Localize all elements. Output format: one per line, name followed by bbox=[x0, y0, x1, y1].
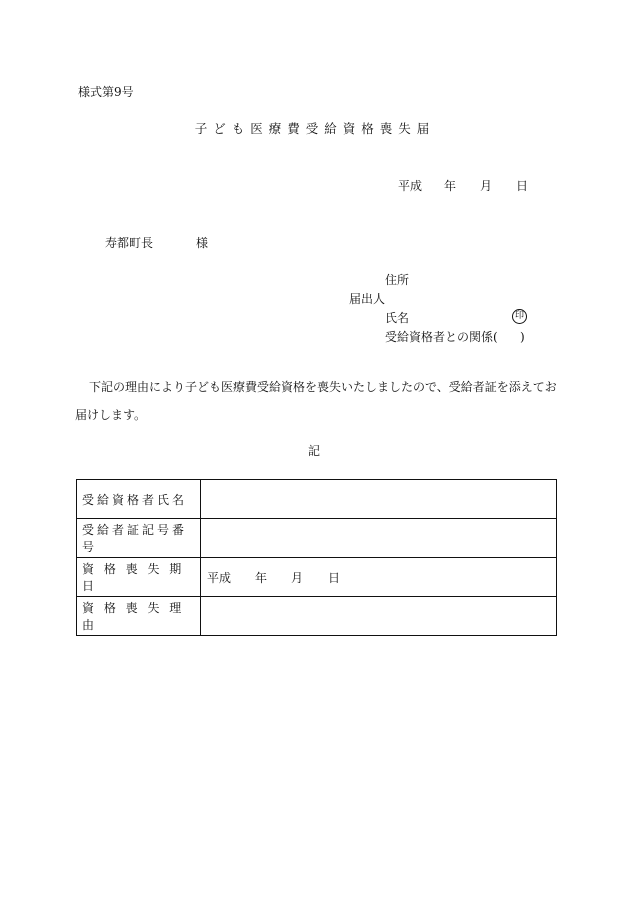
document-title: 子ども医療費受給資格喪失届 bbox=[194, 121, 436, 136]
name-label: 氏名 bbox=[385, 311, 410, 325]
body-line-2: 届けします。 bbox=[75, 408, 147, 422]
date-era: 平成 bbox=[398, 179, 423, 193]
row-label: 受給者証記号番号 bbox=[77, 519, 201, 558]
loss-date-field[interactable] bbox=[201, 558, 557, 597]
body-line-1: 下記の理由により子ども医療費受給資格を喪失いたしましたので、受給者証を添えてお bbox=[89, 380, 557, 394]
table-row bbox=[77, 597, 557, 636]
date-day: 日 bbox=[516, 179, 529, 193]
certificate-number-field[interactable] bbox=[201, 519, 557, 558]
loss-date-year: 年 bbox=[255, 570, 268, 585]
loss-reason-field[interactable] bbox=[201, 597, 557, 636]
ki-heading: 記 bbox=[308, 444, 321, 458]
loss-date-month: 月 bbox=[291, 570, 304, 585]
addressee-honorific: 様 bbox=[196, 236, 209, 250]
date-month: 月 bbox=[480, 179, 493, 193]
row-label: 受給資格者氏名 bbox=[77, 480, 201, 519]
recipient-name-field[interactable] bbox=[201, 480, 557, 519]
loss-date-day: 日 bbox=[328, 570, 341, 585]
body-text bbox=[75, 373, 565, 429]
record-table bbox=[76, 479, 557, 636]
row-label: 資 格 喪 失 理 由 bbox=[77, 597, 201, 636]
relation-label: 受給資格者との関係( bbox=[385, 330, 498, 344]
addressee-name: 寿都町長 bbox=[105, 236, 154, 250]
notifier-label: 届出人 bbox=[349, 292, 386, 306]
seal-mark: 印 bbox=[512, 309, 527, 324]
date-year: 年 bbox=[444, 179, 457, 193]
form-number: 様式第9号 bbox=[78, 85, 134, 99]
table-row bbox=[77, 558, 557, 597]
row-label: 資 格 喪 失 期 日 bbox=[77, 558, 201, 597]
table-row bbox=[77, 519, 557, 558]
loss-date-era: 平成 bbox=[207, 570, 232, 585]
address-label: 住所 bbox=[385, 273, 410, 287]
relation-close: ) bbox=[520, 330, 525, 344]
table-row bbox=[77, 480, 557, 519]
